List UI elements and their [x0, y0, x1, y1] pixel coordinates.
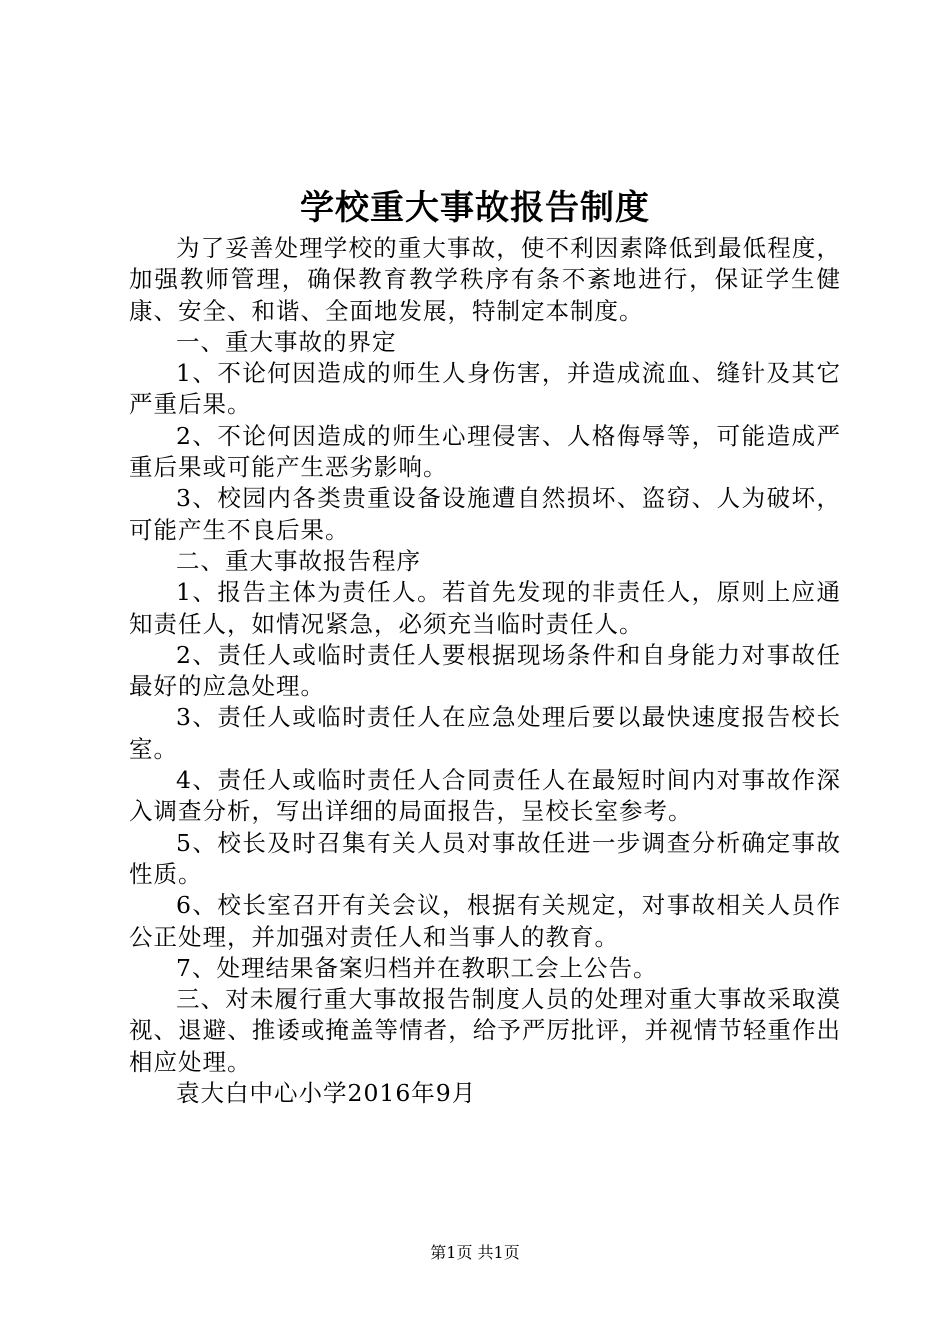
section-penalty-paragraph: 三、对未履行重大事故报告制度人员的处理对重大事故采取漠视、退避、推诿或掩盖等情者，给予严厉批评，并视情节轻重作出相应处理。 [129, 985, 841, 1076]
list-item: 2、不论何因造成的师生心理侵害、人格侮辱等，可能造成严重后果或可能产生恶劣影响。 [129, 421, 841, 482]
list-item: 3、校园内各类贵重设备设施遭自然损坏、盗窃、人为破坏，可能产生不良后果。 [129, 484, 841, 544]
signature-line: 袁大白中心小学2016年9月 [176, 1079, 477, 1108]
page-footer: 第1页 共1页 [430, 1243, 520, 1262]
document-title: 学校重大事故报告制度 [300, 188, 650, 228]
list-item: 1、报告主体为责任人。若首先发现的非责任人，原则上应通知责任人，如情况紧急，必须充当临时责任人。 [129, 578, 841, 638]
list-item: 1、不论何因造成的师生人身伤害，并造成流血、缝针及其它严重后果。 [129, 359, 841, 419]
section-heading-procedure: 二、重大事故报告程序 [176, 546, 421, 575]
list-item: 4、责任人或临时责任人合同责任人在最短时间内对事故作深入调查分析，写出详细的局面报告，呈校长室参考。 [129, 766, 841, 826]
section-heading-definition: 一、重大事故的界定 [176, 327, 397, 356]
list-item: 5、校长及时召集有关人员对事故任进一步调查分析确定事故性质。 [129, 828, 841, 888]
list-item: 7、处理结果备案归档并在教职工会上公告。 [176, 953, 658, 982]
list-item: 2、责任人或临时责任人要根据现场条件和自身能力对事故任最好的应急处理。 [129, 640, 841, 701]
list-item: 6、校长室召开有关会议，根据有关规定，对事故相关人员作公正处理，并加强对责任人和当事人的教育。 [129, 891, 841, 951]
list-item: 3、责任人或临时责任人在应急处理后要以最快速度报告校长室。 [129, 703, 841, 763]
document-body [129, 233, 841, 1109]
intro-paragraph: 为了妥善处理学校的重大事故，使不利因素降低到最低程度，加强教师管理，确保教育教学秩序有条不紊地进行，保证学生健康、安全、和谐、全面地发展，特制定本制度。 [129, 234, 841, 325]
